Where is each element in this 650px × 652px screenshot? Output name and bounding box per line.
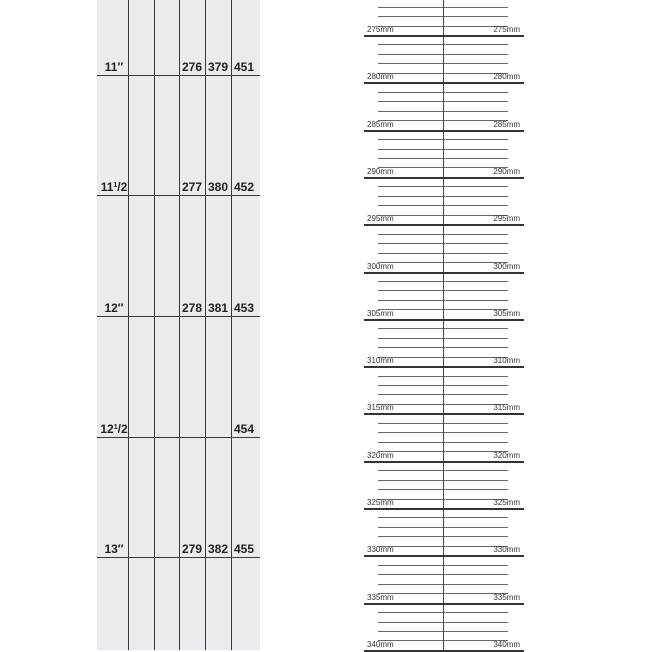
- minor-tick: [378, 376, 443, 377]
- minor-tick: [444, 16, 508, 17]
- mm-label-left: 340mm: [367, 639, 394, 649]
- mm-label-right: 325mm: [493, 498, 520, 507]
- mm-label-right: 330mm: [493, 545, 520, 555]
- minor-tick: [444, 328, 508, 329]
- size-value: 277: [181, 180, 203, 194]
- minor-tick: [378, 574, 443, 575]
- mm-label-left: 285mm: [367, 119, 394, 129]
- mm-label-right: 310mm: [493, 356, 520, 366]
- minor-tick: [378, 158, 443, 159]
- minor-tick: [378, 186, 443, 187]
- size-value: 278: [181, 301, 203, 315]
- major-tick: [364, 82, 524, 84]
- minor-tick: [378, 385, 443, 386]
- mm-label-left: 295mm: [367, 214, 394, 224]
- minor-tick: [378, 527, 443, 528]
- mm-label-right: 295mm: [493, 214, 520, 224]
- minor-tick: [444, 281, 508, 282]
- major-tick: [364, 413, 524, 415]
- minor-tick: [444, 536, 508, 537]
- minor-tick: [444, 54, 508, 55]
- minor-tick: [378, 338, 443, 339]
- mm-label-right: 290mm: [493, 166, 520, 176]
- mm-label-left: 320mm: [367, 450, 394, 460]
- minor-tick: [444, 612, 508, 613]
- minor-tick: [444, 527, 508, 528]
- minor-tick: [378, 243, 443, 244]
- mm-label-right: 315mm: [493, 403, 520, 413]
- minor-tick: [444, 205, 508, 206]
- size-value: 279: [181, 542, 203, 556]
- minor-tick: [444, 631, 508, 632]
- mm-label-left: 300mm: [367, 261, 394, 271]
- minor-tick: [378, 631, 443, 632]
- mm-label-left: 280mm: [367, 72, 394, 82]
- minor-tick: [378, 63, 443, 64]
- minor-tick: [444, 385, 508, 386]
- minor-tick: [378, 536, 443, 537]
- size-value: 451: [233, 60, 255, 74]
- minor-tick: [444, 470, 508, 471]
- minor-tick: [378, 328, 443, 329]
- minor-tick: [444, 290, 508, 291]
- minor-tick: [444, 565, 508, 566]
- major-tick: [364, 224, 524, 226]
- minor-tick: [444, 186, 508, 187]
- minor-tick: [444, 243, 508, 244]
- size-label: 11″: [104, 60, 124, 74]
- major-tick: [364, 508, 524, 510]
- minor-tick: [378, 432, 443, 433]
- minor-tick: [444, 196, 508, 197]
- size-value: 381: [207, 301, 229, 315]
- row-divider: [97, 437, 260, 438]
- major-tick: [364, 555, 524, 557]
- minor-tick: [444, 574, 508, 575]
- minor-tick: [444, 44, 508, 45]
- size-value: 276: [181, 60, 203, 74]
- minor-tick: [444, 622, 508, 623]
- major-tick: [364, 272, 524, 274]
- minor-tick: [378, 584, 443, 585]
- mm-label-left: 305mm: [367, 308, 394, 318]
- minor-tick: [378, 517, 443, 518]
- minor-tick: [378, 612, 443, 613]
- minor-tick: [378, 7, 443, 8]
- size-value: 454: [233, 422, 255, 436]
- row-divider: [97, 195, 260, 196]
- minor-tick: [378, 196, 443, 197]
- size-label: $12^1/2$: [100, 422, 128, 436]
- minor-tick: [378, 205, 443, 206]
- minor-tick: [444, 442, 508, 443]
- minor-tick: [444, 423, 508, 424]
- mm-label-right: 335mm: [493, 592, 520, 602]
- mm-label-left: 335mm: [367, 592, 394, 602]
- major-tick: [364, 461, 524, 463]
- major-tick: [364, 35, 524, 37]
- minor-tick: [378, 300, 443, 301]
- minor-tick: [378, 489, 443, 490]
- minor-tick: [444, 101, 508, 102]
- minor-tick: [378, 394, 443, 395]
- minor-tick: [378, 253, 443, 254]
- mm-label-right: 320mm: [493, 450, 520, 460]
- minor-tick: [378, 44, 443, 45]
- major-tick: [364, 177, 524, 179]
- ruler-centerline: [443, 0, 444, 650]
- size-value: 455: [233, 542, 255, 556]
- minor-tick: [444, 139, 508, 140]
- minor-tick: [378, 622, 443, 623]
- size-chart: [97, 0, 260, 650]
- minor-tick: [444, 376, 508, 377]
- minor-tick: [444, 158, 508, 159]
- minor-tick: [444, 517, 508, 518]
- mm-label-right: 300mm: [493, 261, 520, 271]
- major-tick: [364, 319, 524, 321]
- minor-tick: [378, 423, 443, 424]
- size-label: 13″: [104, 542, 124, 556]
- row-divider: [97, 557, 260, 558]
- row-divider: [97, 316, 260, 317]
- minor-tick: [444, 63, 508, 64]
- minor-tick: [444, 338, 508, 339]
- mm-label-left: 315mm: [367, 403, 394, 413]
- major-tick: [364, 130, 524, 132]
- minor-tick: [444, 111, 508, 112]
- minor-tick: [444, 480, 508, 481]
- mm-label-left: 325mm: [367, 498, 394, 507]
- minor-tick: [378, 111, 443, 112]
- mm-ruler: [364, 0, 524, 650]
- minor-tick: [378, 101, 443, 102]
- minor-tick: [378, 347, 443, 348]
- mm-label-right: 305mm: [493, 308, 520, 318]
- minor-tick: [444, 432, 508, 433]
- minor-tick: [444, 347, 508, 348]
- minor-tick: [378, 149, 443, 150]
- size-value: 380: [207, 180, 229, 194]
- minor-tick: [444, 584, 508, 585]
- minor-tick: [378, 290, 443, 291]
- minor-tick: [444, 300, 508, 301]
- minor-tick: [444, 7, 508, 8]
- column-divider: [154, 0, 155, 650]
- minor-tick: [378, 281, 443, 282]
- minor-tick: [444, 234, 508, 235]
- size-value: 453: [233, 301, 255, 315]
- minor-tick: [378, 480, 443, 481]
- row-divider: [97, 75, 260, 76]
- size-label: $11^1/2$: [100, 180, 128, 194]
- minor-tick: [444, 149, 508, 150]
- size-label: 12″: [104, 301, 124, 315]
- mm-label-left: 310mm: [367, 356, 394, 366]
- minor-tick: [378, 442, 443, 443]
- mm-label-left: 290mm: [367, 166, 394, 176]
- minor-tick: [444, 489, 508, 490]
- size-value: 379: [207, 60, 229, 74]
- mm-label-left: 275mm: [367, 25, 394, 34]
- minor-tick: [378, 470, 443, 471]
- size-value: 382: [207, 542, 229, 556]
- minor-tick: [378, 234, 443, 235]
- minor-tick: [378, 54, 443, 55]
- mm-label-left: 330mm: [367, 545, 394, 555]
- mm-label-right: 340mm: [493, 639, 520, 649]
- minor-tick: [378, 16, 443, 17]
- minor-tick: [444, 92, 508, 93]
- minor-tick: [378, 139, 443, 140]
- major-tick: [364, 366, 524, 368]
- minor-tick: [378, 92, 443, 93]
- major-tick: [364, 603, 524, 605]
- minor-tick: [378, 565, 443, 566]
- mm-label-right: 280mm: [493, 72, 520, 82]
- mm-label-right: 275mm: [493, 25, 520, 34]
- size-value: 452: [233, 180, 255, 194]
- minor-tick: [444, 253, 508, 254]
- mm-label-right: 285mm: [493, 119, 520, 129]
- minor-tick: [444, 394, 508, 395]
